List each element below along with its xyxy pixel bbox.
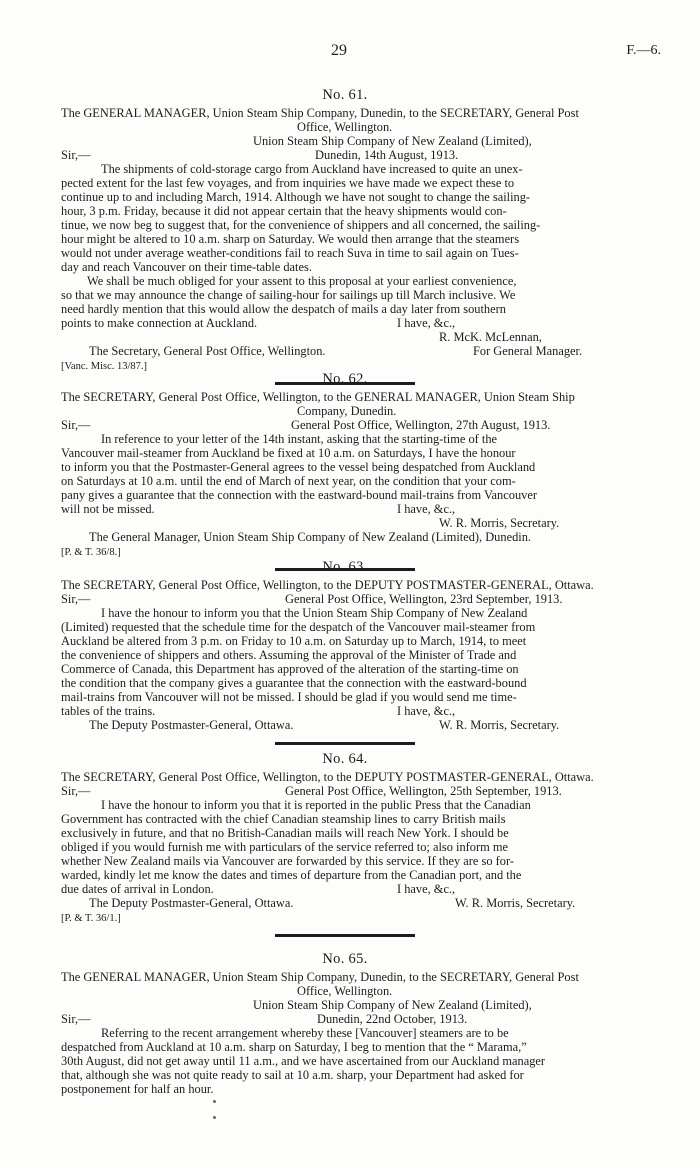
body-line: continue up to and including March, 1914. Although we have not sought to change the sailing- [61,190,531,204]
page-number: 29 [331,42,347,59]
body-line: hour, 3 p.m. Friday, because it did not appear certain that the heavy shipments would con- [61,204,507,218]
body-line: would not under average weather-conditions fail to reach Suva in time to sail again on Tues- [61,246,519,260]
body-line: need hardly mention that this would allow the despatch of mails a day later from southern [61,302,506,316]
letter-63 [61,560,629,745]
letter-caption: The GENERAL MANAGER, Union Steam Ship Company, Dunedin, to the SECRETARY, General Post [61,106,579,120]
letter-caption: The GENERAL MANAGER, Union Steam Ship Company, Dunedin, to the SECRETARY, General Post [61,970,579,984]
dateline: General Post Office, Wellington, 27th August, 1913. [291,418,551,432]
letter-caption-cont: Company, Dunedin. [297,404,397,418]
body-line: day and reach Vancouver on their time-table dates. [61,260,312,274]
salutation: Sir,— [61,1012,91,1026]
body-line: that, although she was not quite ready to sail at 10 a.m. sharp, your Department had asked for [61,1068,524,1082]
body-line: In reference to your letter of the 14th instant, asking that the starting-time of the [101,432,498,446]
body-line: so that we may announce the change of sailing-hour for sailings up till March inclusive. We [61,288,516,302]
org-line: Union Steam Ship Company of New Zealand (Limited), [253,134,532,148]
signer: R. McK. McLennan, [439,330,542,344]
dateline: Dunedin, 14th August, 1913. [315,148,459,162]
body-line: Government has contracted with the chief Canadian steamship lines to carry British mails [61,812,506,826]
body-line: (Limited) requested that the schedule time for the despatch of the Vancouver mail-steamer from [61,620,536,634]
closing: I have, &c., [397,316,456,330]
body-line: I have the honour to inform you that it is reported in the public Press that the Canadian [101,798,531,812]
file-reference: [P. & T. 36/8.] [61,547,121,558]
body-line: exclusively in future, and that no British-Canadian mails will reach New York. I should be [61,826,509,840]
letter-caption: The SECRETARY, General Post Office, Wellington, to the DEPUTY POSTMASTER-GENERAL, Ottawa. [61,578,594,592]
letter-caption-cont: Office, Wellington. [297,984,393,998]
print-speck [213,1116,216,1119]
body-line: We shall be much obliged for your assent to this proposal at your earliest convenience, [87,274,517,288]
body-line: due dates of arrival in London. [61,882,214,896]
document-reference: F.—6. [626,43,661,58]
body-line: to inform you that the Postmaster-General agrees to the vessel being despatched from Auckland [61,460,536,474]
closing: I have, &c., [397,502,456,516]
closing: I have, &c., [397,882,456,896]
letter-caption-cont: Office, Wellington. [297,120,393,134]
letter-number: No. 62. [322,371,368,387]
body-line: the condition that the company gives a guarantee that the connection with the eastward-bound [61,676,527,690]
section-divider [275,742,415,745]
letter-caption: The SECRETARY, General Post Office, Wellington, to the GENERAL MANAGER, Union Steam Ship [61,390,575,404]
file-reference: [P. & T. 36/1.] [61,913,121,924]
letter-64 [61,752,629,937]
body-line: pany gives a guarantee that the connection with the eastward-bound mail-trains from Vancouver [61,488,537,502]
closing: I have, &c., [397,704,456,718]
body-line: mail-trains from Vancouver will not be missed. I should be glad if you would send me time- [61,690,517,704]
salutation: Sir,— [61,418,91,432]
org-line: Union Steam Ship Company of New Zealand (Limited), [253,998,532,1012]
salutation: Sir,— [61,592,91,606]
body-line: pected extent for the last few voyages, and from inquiries we have made we expect these to [61,176,515,190]
salutation: Sir,— [61,784,91,798]
dateline: General Post Office, Wellington, 23rd September, 1913. [285,592,563,606]
body-line: I have the honour to inform you that the Union Steam Ship Company of New Zealand [101,606,528,620]
dateline: Dunedin, 22nd October, 1913. [317,1012,468,1026]
letter-number: No. 64. [322,751,368,767]
signer: W. R. Morris, Secretary. [439,718,560,732]
dateline: General Post Office, Wellington, 25th September, 1913. [285,784,562,798]
body-line: Commerce of Canada, this Department has approved of the alteration of the starting-time on [61,662,519,676]
letter-number: No. 65. [322,951,368,967]
body-line: obliged if you would furnish me with particulars of the service referred to; also inform me [61,840,508,854]
letter-caption: The SECRETARY, General Post Office, Wellington, to the DEPUTY POSTMASTER-GENERAL, Ottawa. [61,770,594,784]
letter-number: No. 63. [322,559,368,575]
letter-65 [61,952,629,1096]
page-header [61,42,661,64]
addressee: The Secretary, General Post Office, Wellington. [89,344,326,358]
body-line: tinue, we now beg to suggest that, for the convenience of shippers and all concerned, the sailing- [61,218,541,232]
letter-62 [61,372,629,571]
body-line: hour might be altered to 10 a.m. sharp on Saturday. We would then arrange that the steamers [61,232,520,246]
body-line: postponement for half an hour. [61,1082,214,1096]
print-speck [213,1100,216,1103]
body-line: Auckland be altered from 3 p.m. on Friday to 10 a.m. on Saturday up to March, 1914, to meet [61,634,527,648]
body-line: points to make connection at Auckland. [61,316,258,330]
section-divider [275,934,415,937]
body-line: The shipments of cold-storage cargo from Auckland have increased to quite an unex- [101,162,523,176]
body-line: warded, kindly let me know the dates and times of departure from the Canadian port, and the [61,868,522,882]
body-line: tables of the trains. [61,704,156,718]
salutation: Sir,— [61,148,91,162]
addressee: The General Manager, Union Steam Ship Company of New Zealand (Limited), Dunedin. [89,530,532,544]
file-reference: [Vanc. Misc. 13/87.] [61,361,148,372]
body-line: Referring to the recent arrangement whereby these [Vancouver] steamers are to be [101,1026,509,1040]
letter-61 [61,88,629,385]
addressee: The Deputy Postmaster-General, Ottawa. [89,718,294,732]
body-line: the convenience of shippers and others. Assuming the approval of the Minister of Trade and [61,648,517,662]
addressee: The Deputy Postmaster-General, Ottawa. [89,896,294,910]
body-line: will not be missed. [61,502,155,516]
body-line: whether New Zealand mails via Vancouver are forwarded by this service. If they are so for- [61,854,514,868]
signer: W. R. Morris, Secretary. [439,516,560,530]
body-line: 30th August, did not get away until 11 a.m., and we have ascertained from our Auckland manager [61,1054,546,1068]
letter-number: No. 61. [322,87,368,103]
body-line: on Saturdays at 10 a.m. until the end of March of next year, on the condition that your com- [61,474,516,488]
body-line: Vancouver mail-steamer from Auckland be fixed at 10 a.m. on Saturdays, I have the honour [61,446,516,460]
body-line: despatched from Auckland at 10 a.m. sharp on Saturday, I beg to mention that the “ Marama,” [61,1040,527,1054]
signer-title: For General Manager. [473,344,583,358]
signer: W. R. Morris, Secretary. [455,896,576,910]
